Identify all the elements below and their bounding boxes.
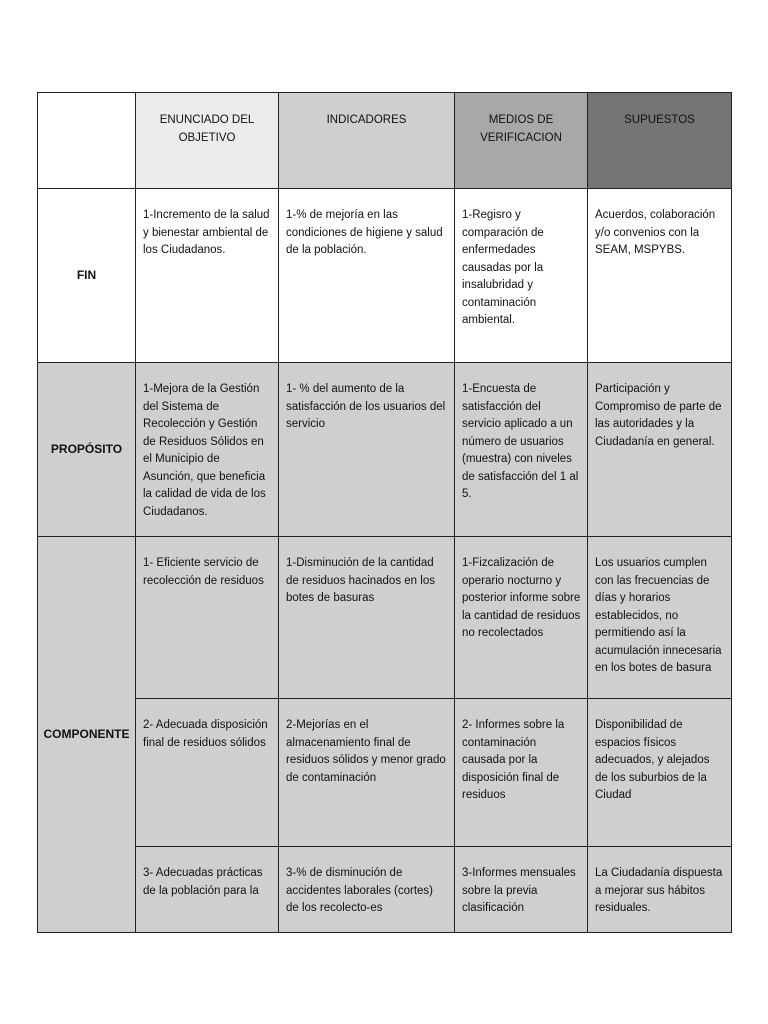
header-row <box>38 93 732 189</box>
componente-1-indicadores: 1-Disminución de la cantidad de residuos hacinados en los botes de basuras <box>279 537 455 699</box>
componente-2-indicadores: 2-Mejorías en el almacenamiento final de residuos sólidos y menor grado de contaminación <box>279 699 455 847</box>
header-medios: MEDIOS DE VERIFICACION <box>455 93 588 189</box>
proposito-supuestos: Participación y Compromiso de parte de las autoridades y la Ciudadanía en general. <box>588 363 732 537</box>
fin-enunciado: 1-Incremento de la salud y bienestar ambiental de los Ciudadanos. <box>136 189 279 363</box>
row-componente-3 <box>38 847 732 933</box>
componente-3-supuestos: La Ciudadanía dispuesta a mejorar sus hábitos residuales. <box>588 847 732 933</box>
fin-indicadores: 1-% de mejoría en las condiciones de higiene y salud de la población. <box>279 189 455 363</box>
componente-2-enunciado: 2- Adecuada disposición final de residuos sólidos <box>136 699 279 847</box>
componente-1-medios: 1-Fizcalización de operario nocturno y posterior informe sobre la cantidad de residuos no recolectados <box>455 537 588 699</box>
componente-1-supuestos: Los usuarios cumplen con las frecuencias de días y horarios establecidos, no permitiendo así la acumulación innecesaria en los botes de basura <box>588 537 732 699</box>
header-indicadores: INDICADORES <box>279 93 455 189</box>
fin-supuestos: Acuerdos, colaboración y/o convenios con la SEAM, MSPYBS. <box>588 189 732 363</box>
componente-3-indicadores: 3-% de disminución de accidentes laborales (cortes) de los recolecto-es <box>279 847 455 933</box>
componente-3-medios: 3-Informes mensuales sobre la previa clasificación <box>455 847 588 933</box>
logical-framework-table <box>37 92 732 933</box>
row-label-fin: FIN <box>38 189 136 363</box>
componente-2-supuestos: Disponibilidad de espacios físicos adecuados, y alejados de los suburbios de la Ciudad <box>588 699 732 847</box>
row-componente-1 <box>38 537 732 699</box>
fin-medios: 1-Regisro y comparación de enfermedades causadas por la insalubridad y contaminación ambiental. <box>455 189 588 363</box>
header-empty <box>38 93 136 189</box>
proposito-enunciado: 1-Mejora de la Gestión del Sistema de Recolección y Gestión de Residuos Sólidos en el Municipio de Asunción, que beneficia la calidad de vida de los Ciudadanos. <box>136 363 279 537</box>
row-componente-2 <box>38 699 732 847</box>
header-supuestos: SUPUESTOS <box>588 93 732 189</box>
row-label-componente: COMPONENTE <box>38 537 136 933</box>
componente-3-enunciado: 3- Adecuadas prácticas de la población para la <box>136 847 279 933</box>
row-fin <box>38 189 732 363</box>
row-proposito <box>38 363 732 537</box>
proposito-indicadores: 1- % del aumento de la satisfacción de los usuarios del servicio <box>279 363 455 537</box>
componente-2-medios: 2- Informes sobre la contaminación causada por la disposición final de residuos <box>455 699 588 847</box>
row-label-proposito: PROPÓSITO <box>38 363 136 537</box>
header-enunciado: ENUNCIADO DEL OBJETIVO <box>136 93 279 189</box>
componente-1-enunciado: 1- Eficiente servicio de recolección de residuos <box>136 537 279 699</box>
proposito-medios: 1-Encuesta de satisfacción del servicio aplicado a un número de usuarios (muestra) con niveles de satisfacción del 1 al 5. <box>455 363 588 537</box>
